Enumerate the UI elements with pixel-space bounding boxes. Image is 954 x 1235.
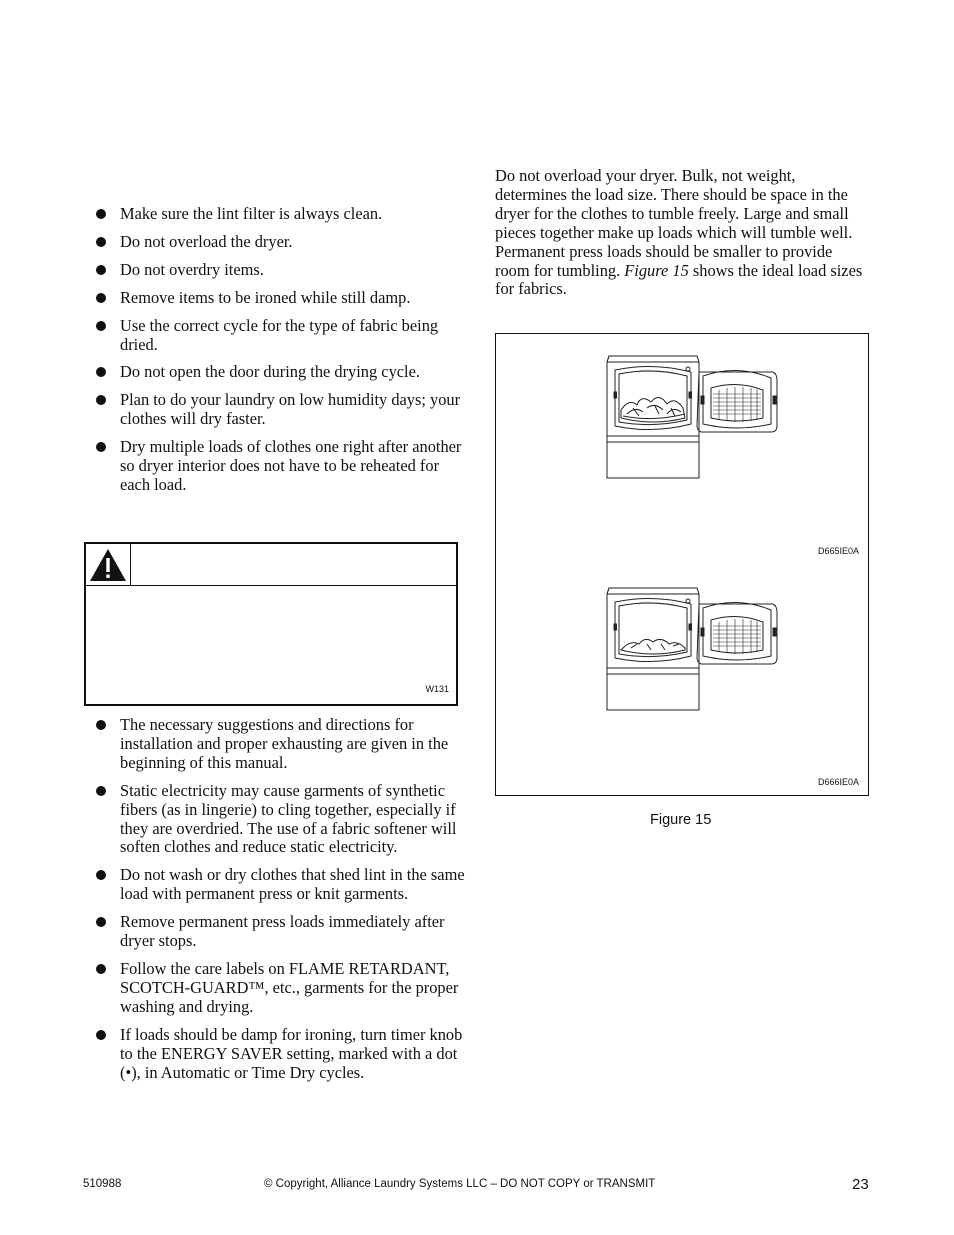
list-item-text: Dry multiple loads of clothes one right after another so dryer interior does not have to be reheated for each load. [120,437,462,494]
bullet-icon [96,1030,106,1040]
list-item-text: Remove permanent press loads immediately after dryer stops. [120,912,445,951]
warning-header [86,544,456,586]
list-item-text: Do not open the door during the drying cycle. [120,362,420,382]
warning-triangle-icon [86,544,131,585]
tips-list [95,205,467,504]
list-item-text: Do not overload the dryer. [120,231,293,251]
list-item [95,960,467,1017]
bullet-icon [96,720,106,730]
bullet-icon [96,786,106,796]
list-item [95,363,467,382]
load-size-paragraph [495,167,870,299]
bullet-icon [96,870,106,880]
list-item [95,317,467,355]
figure-code-bottom: D666IE0A [818,777,860,787]
list-item [95,1026,467,1083]
list-item [95,205,467,224]
figure-code-top: D665IE0A [818,546,860,556]
list-item-text: Follow the care labels on FLAME RETARDANT, SCOTCH-GUARD™, etc., garments for the proper washing and drying. [120,958,459,1016]
list-item [95,716,467,773]
dryer-load-illustration-top [601,350,781,484]
list-item-text: Plan to do your laundry on low humidity days; your clothes will dry faster. [120,390,461,429]
warning-code: W131 [425,684,449,694]
bullet-icon [96,442,106,452]
bullet-icon [96,237,106,247]
bullet-icon [96,367,106,377]
list-item-text: If loads should be damp for ironing, turn timer knob to the ENERGY SAVER setting, marked with a dot (•), in Automatic or Time Dry cycles. [120,1024,463,1082]
paragraph-text-end: shows the ideal load sizes for fabrics. [495,260,863,299]
warning-box [84,542,458,706]
doc-number: 510988 [83,1178,122,1190]
list-item-text: Make sure the lint filter is always clean. [120,204,383,223]
list-item-text: Do not wash or dry clothes that shed lint in the same load with permanent press or knit garments. [120,865,465,904]
paragraph-text: Do not overload your dryer. Bulk, not weight, determines the load size. There should be space in the dryer for the clothes to tumble freely. Large and small pieces together make up loads which will tumble well. Permanent press loads should be smaller to provide room for tumbling. [495,166,853,280]
figure-box [495,333,869,796]
dryer-load-illustration-bottom [601,582,781,716]
list-item-text: The necessary suggestions and directions for installation and proper exhausting are given in the beginning of this manual. [120,715,449,772]
figure-caption: Figure 15 [650,812,712,828]
bullet-icon [96,964,106,974]
page-number: 23 [852,1176,869,1193]
list-item [95,438,467,495]
bullet-icon [96,917,106,927]
list-item-text: Use the correct cycle for the type of fabric being dried. [120,315,439,354]
bullet-icon [96,293,106,303]
list-item [95,261,467,280]
list-item-text: Remove items to be ironed while still damp. [120,287,411,307]
list-item [95,391,467,429]
figure-reference: Figure 15 [624,260,689,280]
list-item [95,913,467,951]
list-item [95,289,467,308]
list-item [95,866,467,904]
list-item [95,782,467,858]
care-list [95,716,467,1091]
bullet-icon [96,265,106,275]
bullet-icon [96,321,106,331]
list-item-text: Do not overdry items. [120,259,264,279]
list-item-text: Static electricity may cause garments of synthetic fibers (as in lingerie) to cling together, especially if they are overdried. The use of a fabric softener will soften clothes and reduce static electricity. [120,780,457,857]
bullet-icon [96,395,106,405]
list-item [95,233,467,252]
copyright-notice: © Copyright, Alliance Laundry Systems LLC – DO NOT COPY or TRANSMIT [264,1178,656,1190]
bullet-icon [96,209,106,219]
